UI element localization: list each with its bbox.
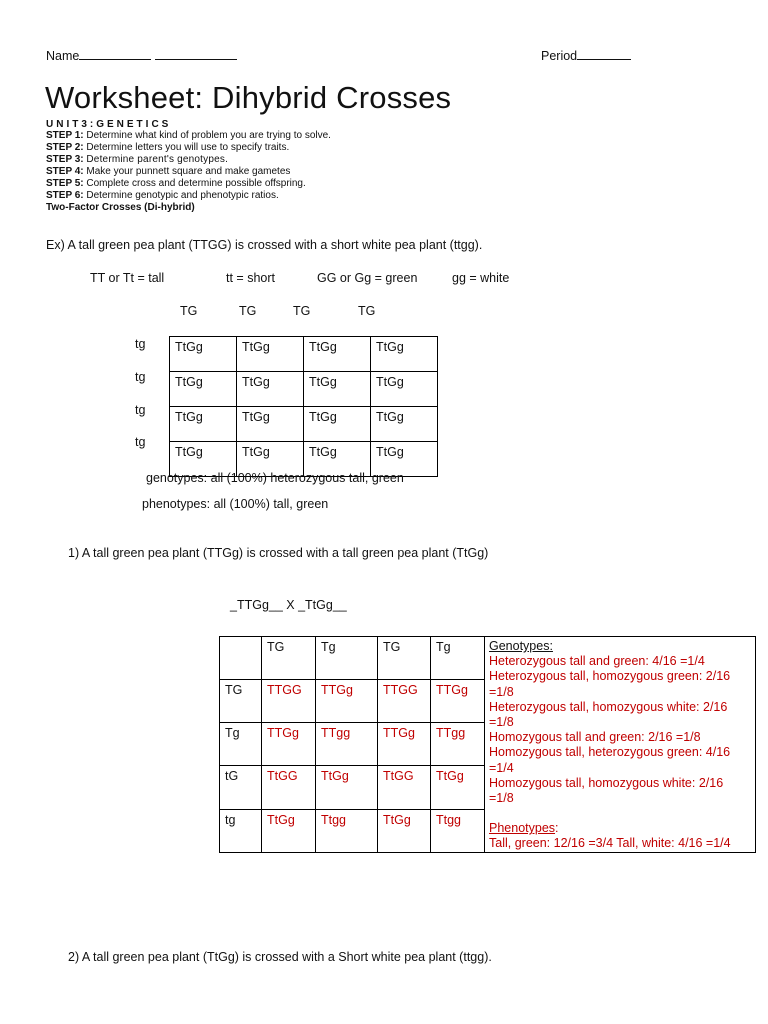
punnett-cell: TtGg [237,407,304,442]
punnett-cell: TtGg [237,337,304,372]
punnett-cell: TtGg [262,809,316,852]
ex-row-header: tg [135,403,146,417]
table-row [170,372,438,407]
punnett-cell: TtGg [304,337,371,372]
punnett-cell: TtGg [170,337,237,372]
punnett-cell: TtGg [170,407,237,442]
genotype-ratio: Homozygous tall, homozygous white: 2/16 =1/8 [489,775,724,806]
punnett-cell: TTgg [431,723,485,766]
phenotype-ratio: Tall, green: 12/16 =3/4 Tall, white: 4/16 =1/4 [489,836,731,851]
name-field[interactable] [46,48,237,63]
example-phenotypes: phenotypes: all (100%) tall, green [142,497,329,511]
q1-cross[interactable]: _TTGg__ X _TtGg__ [230,598,347,612]
key-green: GG or Gg = green [317,271,418,285]
punnett-cell: TtGg [304,442,371,477]
punnett-row-header: tg [220,809,262,852]
period-field[interactable] [541,48,631,63]
step-2: STEP 2: Determine letters you will use to specify traits. [46,142,290,153]
punnett-cell: TTgg [316,723,378,766]
name-label: Name [46,49,80,63]
key-short: tt = short [226,271,275,285]
phenotypes-label: Phenotypes: [489,821,559,836]
example-punnett-square [169,336,438,477]
ex-col-header: TG [293,304,311,318]
punnett-col-header: TG [262,637,316,680]
punnett-cell: TtGg [371,442,438,477]
punnett-row-header: tG [220,766,262,809]
punnett-cell: TtGg [371,407,438,442]
key-white: gg = white [452,271,510,285]
ex-row-header: tg [135,435,146,449]
punnett-cell: TtGg [316,766,378,809]
punnett-cell: TtGg [170,442,237,477]
step-1: STEP 1: Determine what kind of problem you are trying to solve. [46,130,331,141]
punnett-row-header: Tg [220,723,262,766]
table-row [170,337,438,372]
punnett-cell: TtGG [262,766,316,809]
punnett-cell: TtGg [431,766,485,809]
q1-prompt: 1) A tall green pea plant (TTGg) is crossed with a tall green pea plant (TtGg) [68,546,489,560]
example-genotypes: genotypes: all (100%) heterozygous tall, green [146,471,404,485]
punnett-cell: TTGG [378,680,431,723]
ex-col-header: TG [358,304,376,318]
q1-punnett-square [219,636,756,853]
punnett-cell: TTGg [262,723,316,766]
punnett-cell: TTGg [316,680,378,723]
ex-row-header: tg [135,370,146,384]
ex-col-header: TG [239,304,257,318]
punnett-cell: TtGg [378,809,431,852]
table-row [220,637,756,680]
genotype-ratio: Homozygous tall and green: 2/16 =1/8 [489,730,701,745]
punnett-col-header: TG [378,637,431,680]
punnett-cell: TtGg [371,372,438,407]
punnett-corner [220,637,262,680]
genotype-ratio: Heterozygous tall, homozygous white: 2/16 =1/8 [489,699,728,730]
page-title: Worksheet: Dihybrid Crosses [45,80,452,115]
key-tall: TT or Tt = tall [90,271,165,285]
q1-answers [485,637,756,853]
example-prompt: Ex) A tall green pea plant (TTGG) is crossed with a short white pea plant (ttgg). [46,238,483,252]
punnett-cell: TtGg [304,407,371,442]
punnett-cell: TtGg [237,372,304,407]
step-4: STEP 4: Make your punnett square and make gametes [46,166,291,177]
punnett-cell: TTGg [431,680,485,723]
table-row [170,407,438,442]
genotype-ratio: Heterozygous tall and green: 4/16 =1/4 [489,654,705,669]
punnett-cell: TTGG [262,680,316,723]
genotypes-label: Genotypes: [489,639,553,653]
steps-list [46,130,331,214]
step-6: STEP 6: Determine genotypic and phenotypic ratios. [46,190,279,201]
punnett-cell: Ttgg [431,809,485,852]
period-label: Period [541,49,578,63]
punnett-cell: TtGg [237,442,304,477]
punnett-cell: TtGg [170,372,237,407]
genotype-ratio: Homozygous tall, heterozygous green: 4/16 =1/4 [489,745,731,775]
genotype-ratio: Heterozygous tall, homozygous green: 2/16 =1/8 [489,669,731,699]
ex-col-header: TG [180,304,198,318]
step-3: STEP 3: Determine parent's genotypes. [46,154,229,165]
punnett-row-header: TG [220,680,262,723]
punnett-cell: TtGG [378,766,431,809]
punnett-col-header: Tg [316,637,378,680]
unit-label: UNIT3:GENETICS [46,119,172,130]
punnett-cell: TtGg [371,337,438,372]
q2-prompt: 2) A tall green pea plant (TtGg) is crossed with a Short white pea plant (ttgg). [68,950,492,964]
step-5: STEP 5: Complete cross and determine possible offspring. [46,178,306,189]
punnett-cell: TtGg [304,372,371,407]
ex-row-header: tg [135,337,146,351]
punnett-cell: TTGg [378,723,431,766]
section-heading: Two-Factor Crosses (Di-hybrid) [46,202,195,213]
punnett-col-header: Tg [431,637,485,680]
punnett-cell: Ttgg [316,809,378,852]
